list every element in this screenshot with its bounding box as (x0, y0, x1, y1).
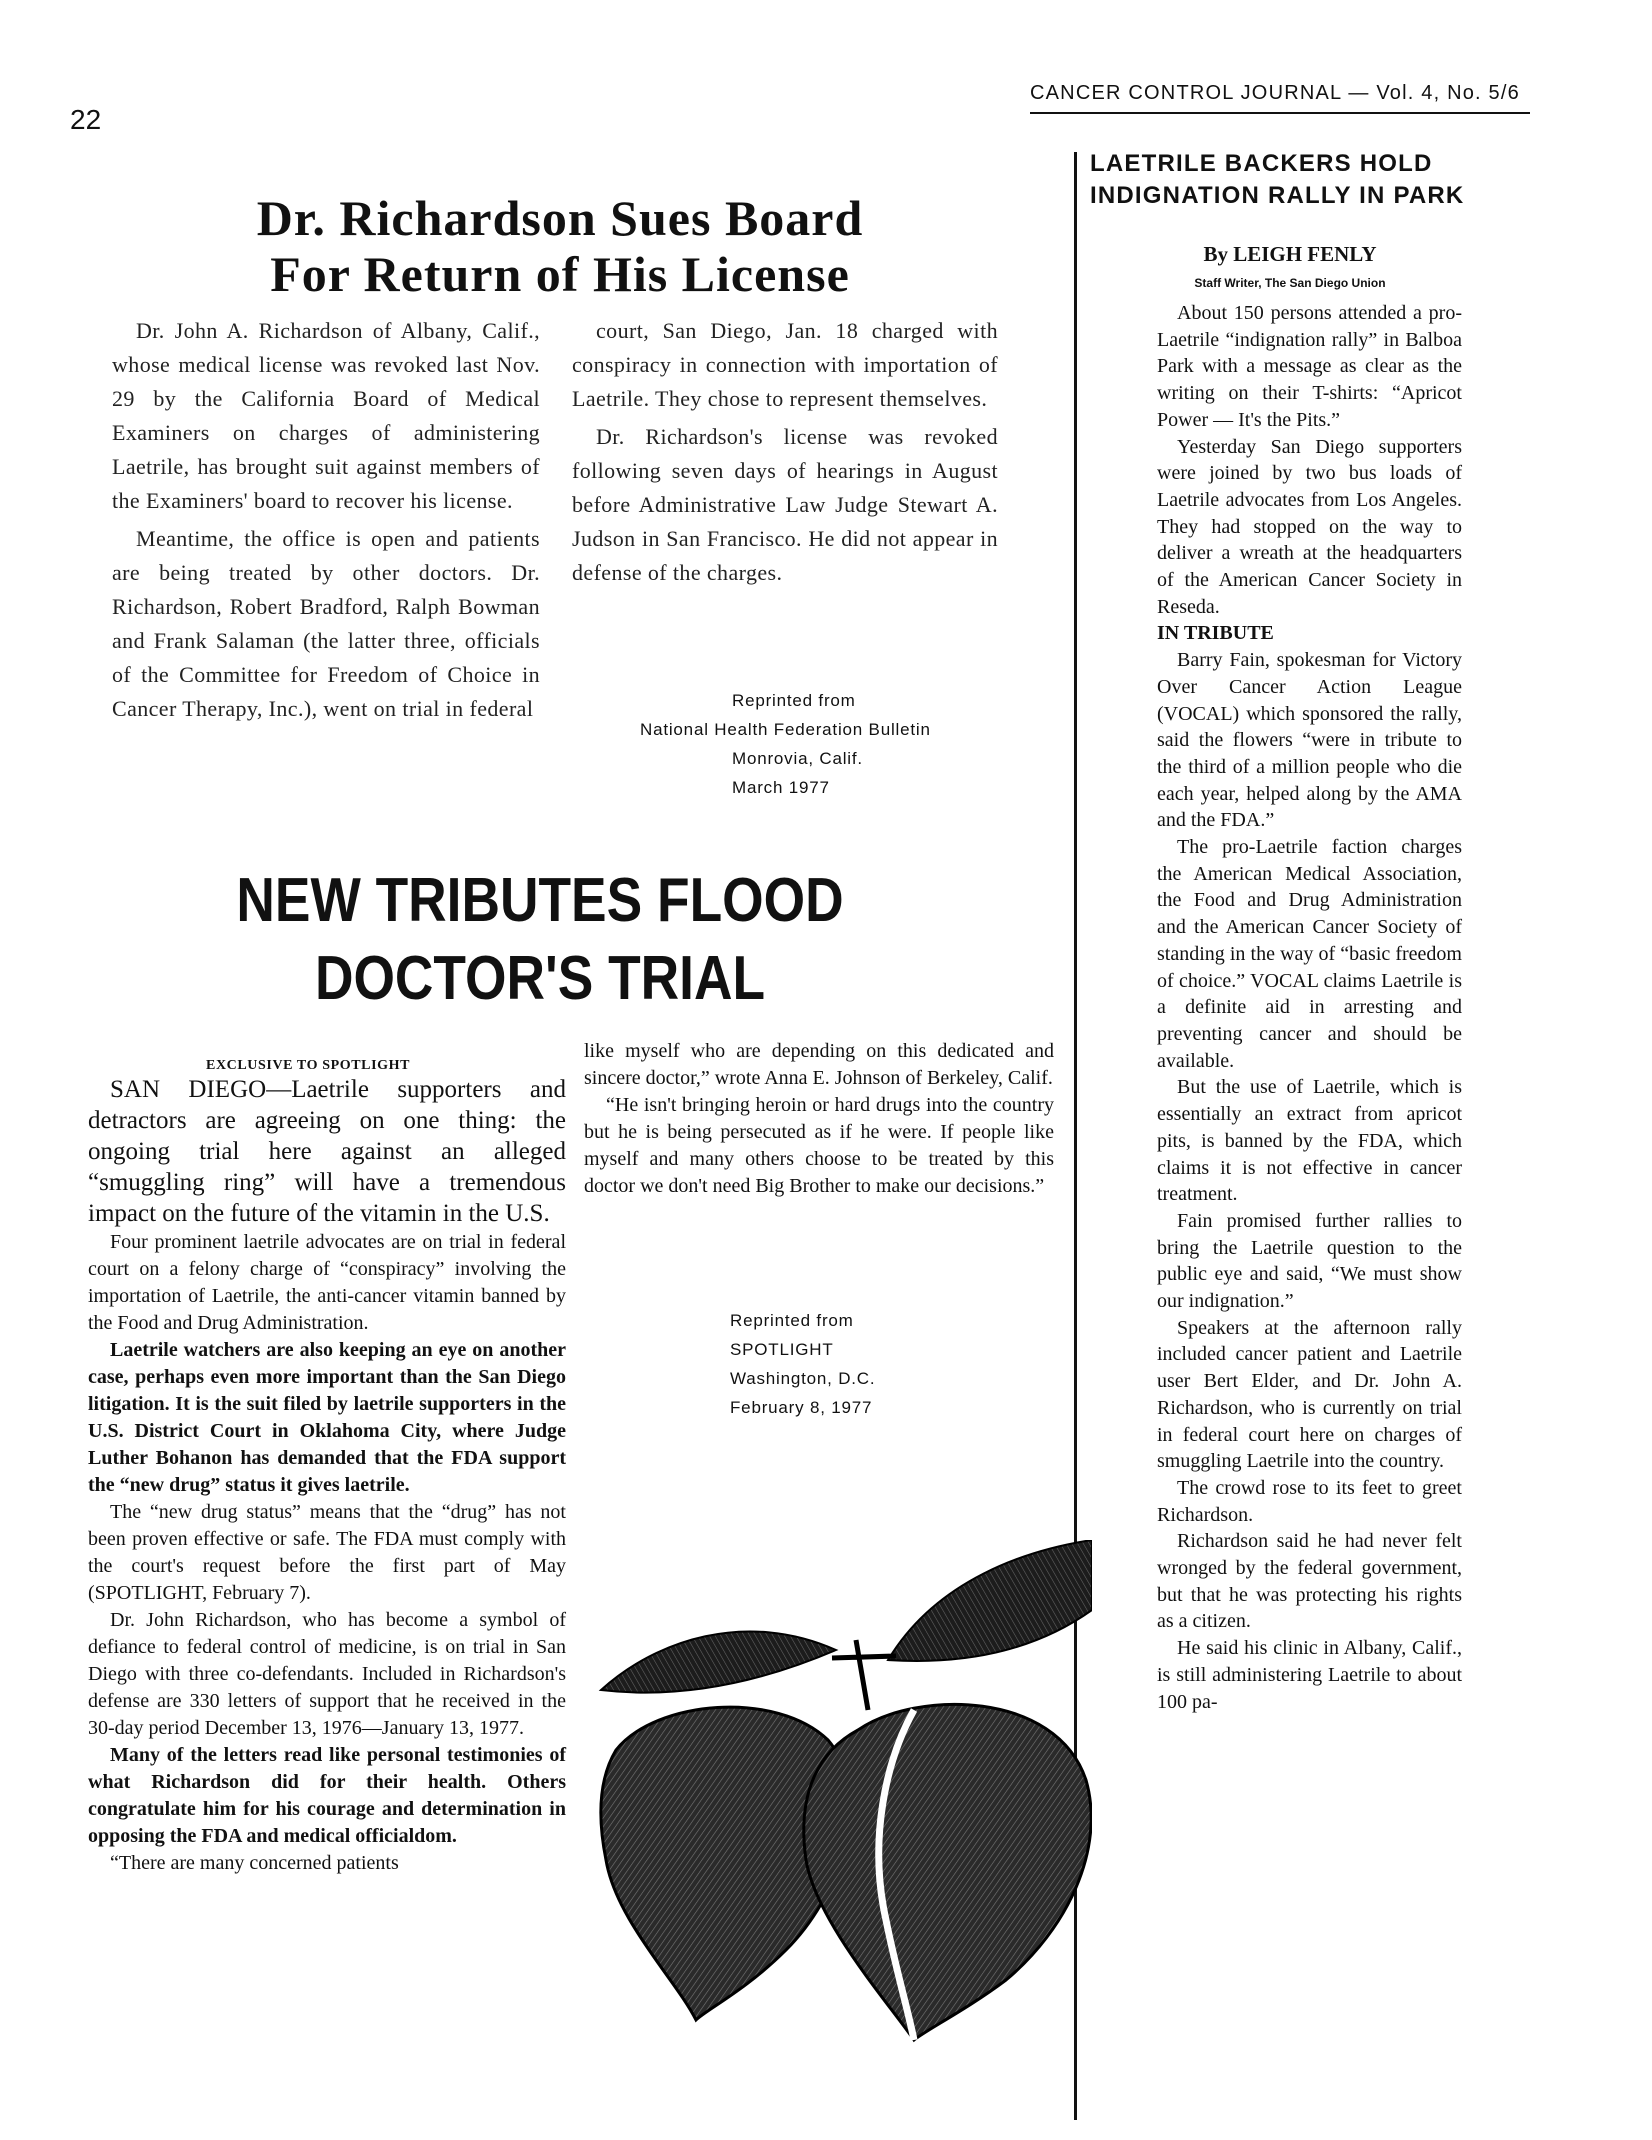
credit-line: March 1977 (732, 778, 830, 797)
rally-para: The pro-Laetrile faction charges the American Medical Association, the Food and Drug Administration and the American Cancer Society of standing in the way of “basic freedom of choice.” VOCAL claims Laetrile is a definite aid in arresting and preventing cancer and should be available. (1157, 836, 1462, 1072)
stem-shape (832, 1640, 896, 1710)
rally-para: The crowd rose to its feet to greet Richardson. (1157, 1476, 1462, 1526)
trial-col1-para: “There are many concerned patients (110, 1852, 399, 1874)
rally-para: Richardson said he had never felt wronged by the federal government, but that he was protecting his rights as a citizen. (1157, 1530, 1462, 1633)
rally-subhead: IN TRIBUTE (1157, 622, 1274, 645)
license-headline-line1: Dr. Richardson Sues Board (256, 190, 864, 246)
credit-line: Washington, D.C. (730, 1369, 876, 1388)
trial-article-headline (222, 862, 858, 1018)
license-col1-para2: Meantime, the office is open and patients are being treated by other doctors. Dr. Richardson, Robert Bradford, Ralph Bowman and Frank Salaman (the latter three, officials of the Committee for Freedom of Choice in Cancer Therapy, Inc.), went on trial in federal (112, 526, 540, 721)
rally-byline: By LEIGH FENLY (1203, 242, 1377, 266)
credit-line: SPOTLIGHT (730, 1340, 834, 1359)
credit-line: Monrovia, Calif. (732, 749, 863, 768)
trial-col1-para-bold: Many of the letters read like personal testimonies of what Richardson did for their health. Others congratulate him for his courage and determination in opposing the FDA and medical officialdom. (88, 1744, 566, 1847)
rally-headline-line1: LAETRILE BACKERS HOLD (1090, 150, 1433, 177)
license-article-headline (110, 190, 1010, 302)
rally-article-body (1157, 300, 1462, 1715)
license-col1-para1: Dr. John A. Richardson of Albany, Calif., whose medical license was revoked last Nov. 29 by the California Board of Medical Examiners on charges of administering Laetrile, has brought suit against members of the Examiners' board to recover his license. (112, 318, 540, 513)
trial-col2-para: like myself who are depending on this dedicated and sincere doctor,” wrote Anna E. Johnson of Berkeley, Calif. (584, 1040, 1054, 1089)
license-article-col2 (572, 314, 998, 590)
rally-para: Fain promised further rallies to bring the Laetrile question to the public eye and said, “We must show our indignation.” (1157, 1209, 1462, 1313)
leaf-right-shape (888, 1540, 1092, 1661)
trial-col1-para: The “new drug status” means that the “drug” has not been proven effective or safe. The FDA must comply with the court's request before the first part of May (SPOTLIGHT, February 7). (88, 1501, 566, 1604)
trial-headline-line1: NEW TRIBUTES FLOOD (236, 866, 844, 935)
rally-article-headline (1090, 148, 1570, 212)
rally-para: About 150 persons attended a pro-Laetrile “indignation rally” in Balboa Park with a message as clear as the writing on their T-shirts: “Apricot Power — It's the Pits.” (1157, 302, 1462, 431)
trial-headline-line2: DOCTOR'S TRIAL (314, 944, 766, 1013)
trial-col2-para: “He isn't bringing heroin or hard drugs into the country but he is being persecuted as if he were. If people like myself and many others choose to be treated by this doctor we don't need Big Brother to make our decisions.” (584, 1094, 1054, 1197)
rally-para: Yesterday San Diego supporters were joined by two bus loads of Laetrile advocates from Los Angeles. They had stopped on the way to deliver a wreath at the headquarters of the American Cancer Society in Reseda. (1157, 435, 1462, 618)
rally-headline-line2: INDIGNATION RALLY IN PARK (1090, 182, 1465, 209)
rally-para: But the use of Laetrile, which is essentially an extract from apricot pits, is banned by the FDA, which claims it is not effective in cancer treatment. (1157, 1076, 1462, 1206)
exclusive-label: EXCLUSIVE TO SPOTLIGHT (206, 1058, 411, 1073)
rally-para: Barry Fain, spokesman for Victory Over Cancer Action League (VOCAL) which sponsored the rally, said the flowers “were in tribute to the third of a million people who die each year, helped along by the AMA and the FDA.” (1157, 649, 1462, 832)
trial-reprint-credit (730, 1306, 970, 1422)
license-col2-para1: court, San Diego, Jan. 18 charged with conspiracy in connection with importation of Laetrile. They chose to represent themselves. (572, 318, 998, 411)
license-reprint-credit (640, 686, 1000, 802)
rally-staff-line: Staff Writer, The San Diego Union (1194, 276, 1386, 290)
license-article-col1 (112, 314, 540, 726)
rally-para: He said his clinic in Albany, Calif., is still administering Laetrile to about 100 pa- (1157, 1637, 1462, 1713)
license-col2-para2: Dr. Richardson's license was revoked following seven days of hearings in August before Administrative Law Judge Stewart A. Judson in San Francisco. He did not appear in defense of the charges. (572, 424, 998, 585)
trial-article-col1 (88, 1074, 566, 1877)
credit-line: National Health Federation Bulletin (640, 720, 931, 739)
credit-line: February 8, 1977 (730, 1398, 873, 1417)
credit-line: Reprinted from (732, 691, 856, 710)
credit-line: Reprinted from (730, 1311, 854, 1330)
rally-para: Speakers at the afternoon rally included cancer patient and Laetrile user Bert Elder, and Dr. John A. Richardson, who is currently on trial in federal court here on charges of smuggling Laetrile into the country. (1157, 1316, 1462, 1473)
leaf-left-shape (601, 1631, 836, 1692)
apricot-illustration (596, 1540, 1092, 2080)
trial-col1-para-bold: Laetrile watchers are also keeping an eye on another case, perhaps even more important than the San Diego litigation. It is the suit filed by laetrile supporters in the U.S. District Court in Oklahoma City, where Judge Luther Bohanon has demanded that the FDA support the “new drug” status it gives laetrile. (88, 1339, 566, 1496)
trial-col1-para: Four prominent laetrile advocates are on trial in federal court on a felony charge of “conspiracy” involving the importation of Laetrile, the anti-cancer vitamin banned by the Food and Drug Administration. (88, 1231, 566, 1334)
trial-col1-para: Dr. John Richardson, who has become a symbol of defiance to federal control of medicine, is on trial in San Diego with three co-defendants. Included in Richardson's defense are 330 letters of support that he received in the 30-day period December 13, 1976—January 13, 1977. (88, 1609, 566, 1739)
trial-lead-paragraph: SAN DIEGO—Laetrile supporters and detractors are agreeing on one thing: the ongoing trial here against an alleged “smuggling ring” will have a tremendous impact on the future of the vitamin in the U.S. (88, 1076, 566, 1227)
trial-article-col2 (584, 1038, 1054, 1200)
apricot-right-shape (804, 1704, 1091, 2040)
license-headline-line2: For Return of His License (270, 246, 850, 302)
journal-header: CANCER CONTROL JOURNAL — Vol. 4, No. 5/6 (1030, 82, 1520, 104)
header-rule (1030, 112, 1530, 114)
page-number: 22 (70, 104, 102, 135)
